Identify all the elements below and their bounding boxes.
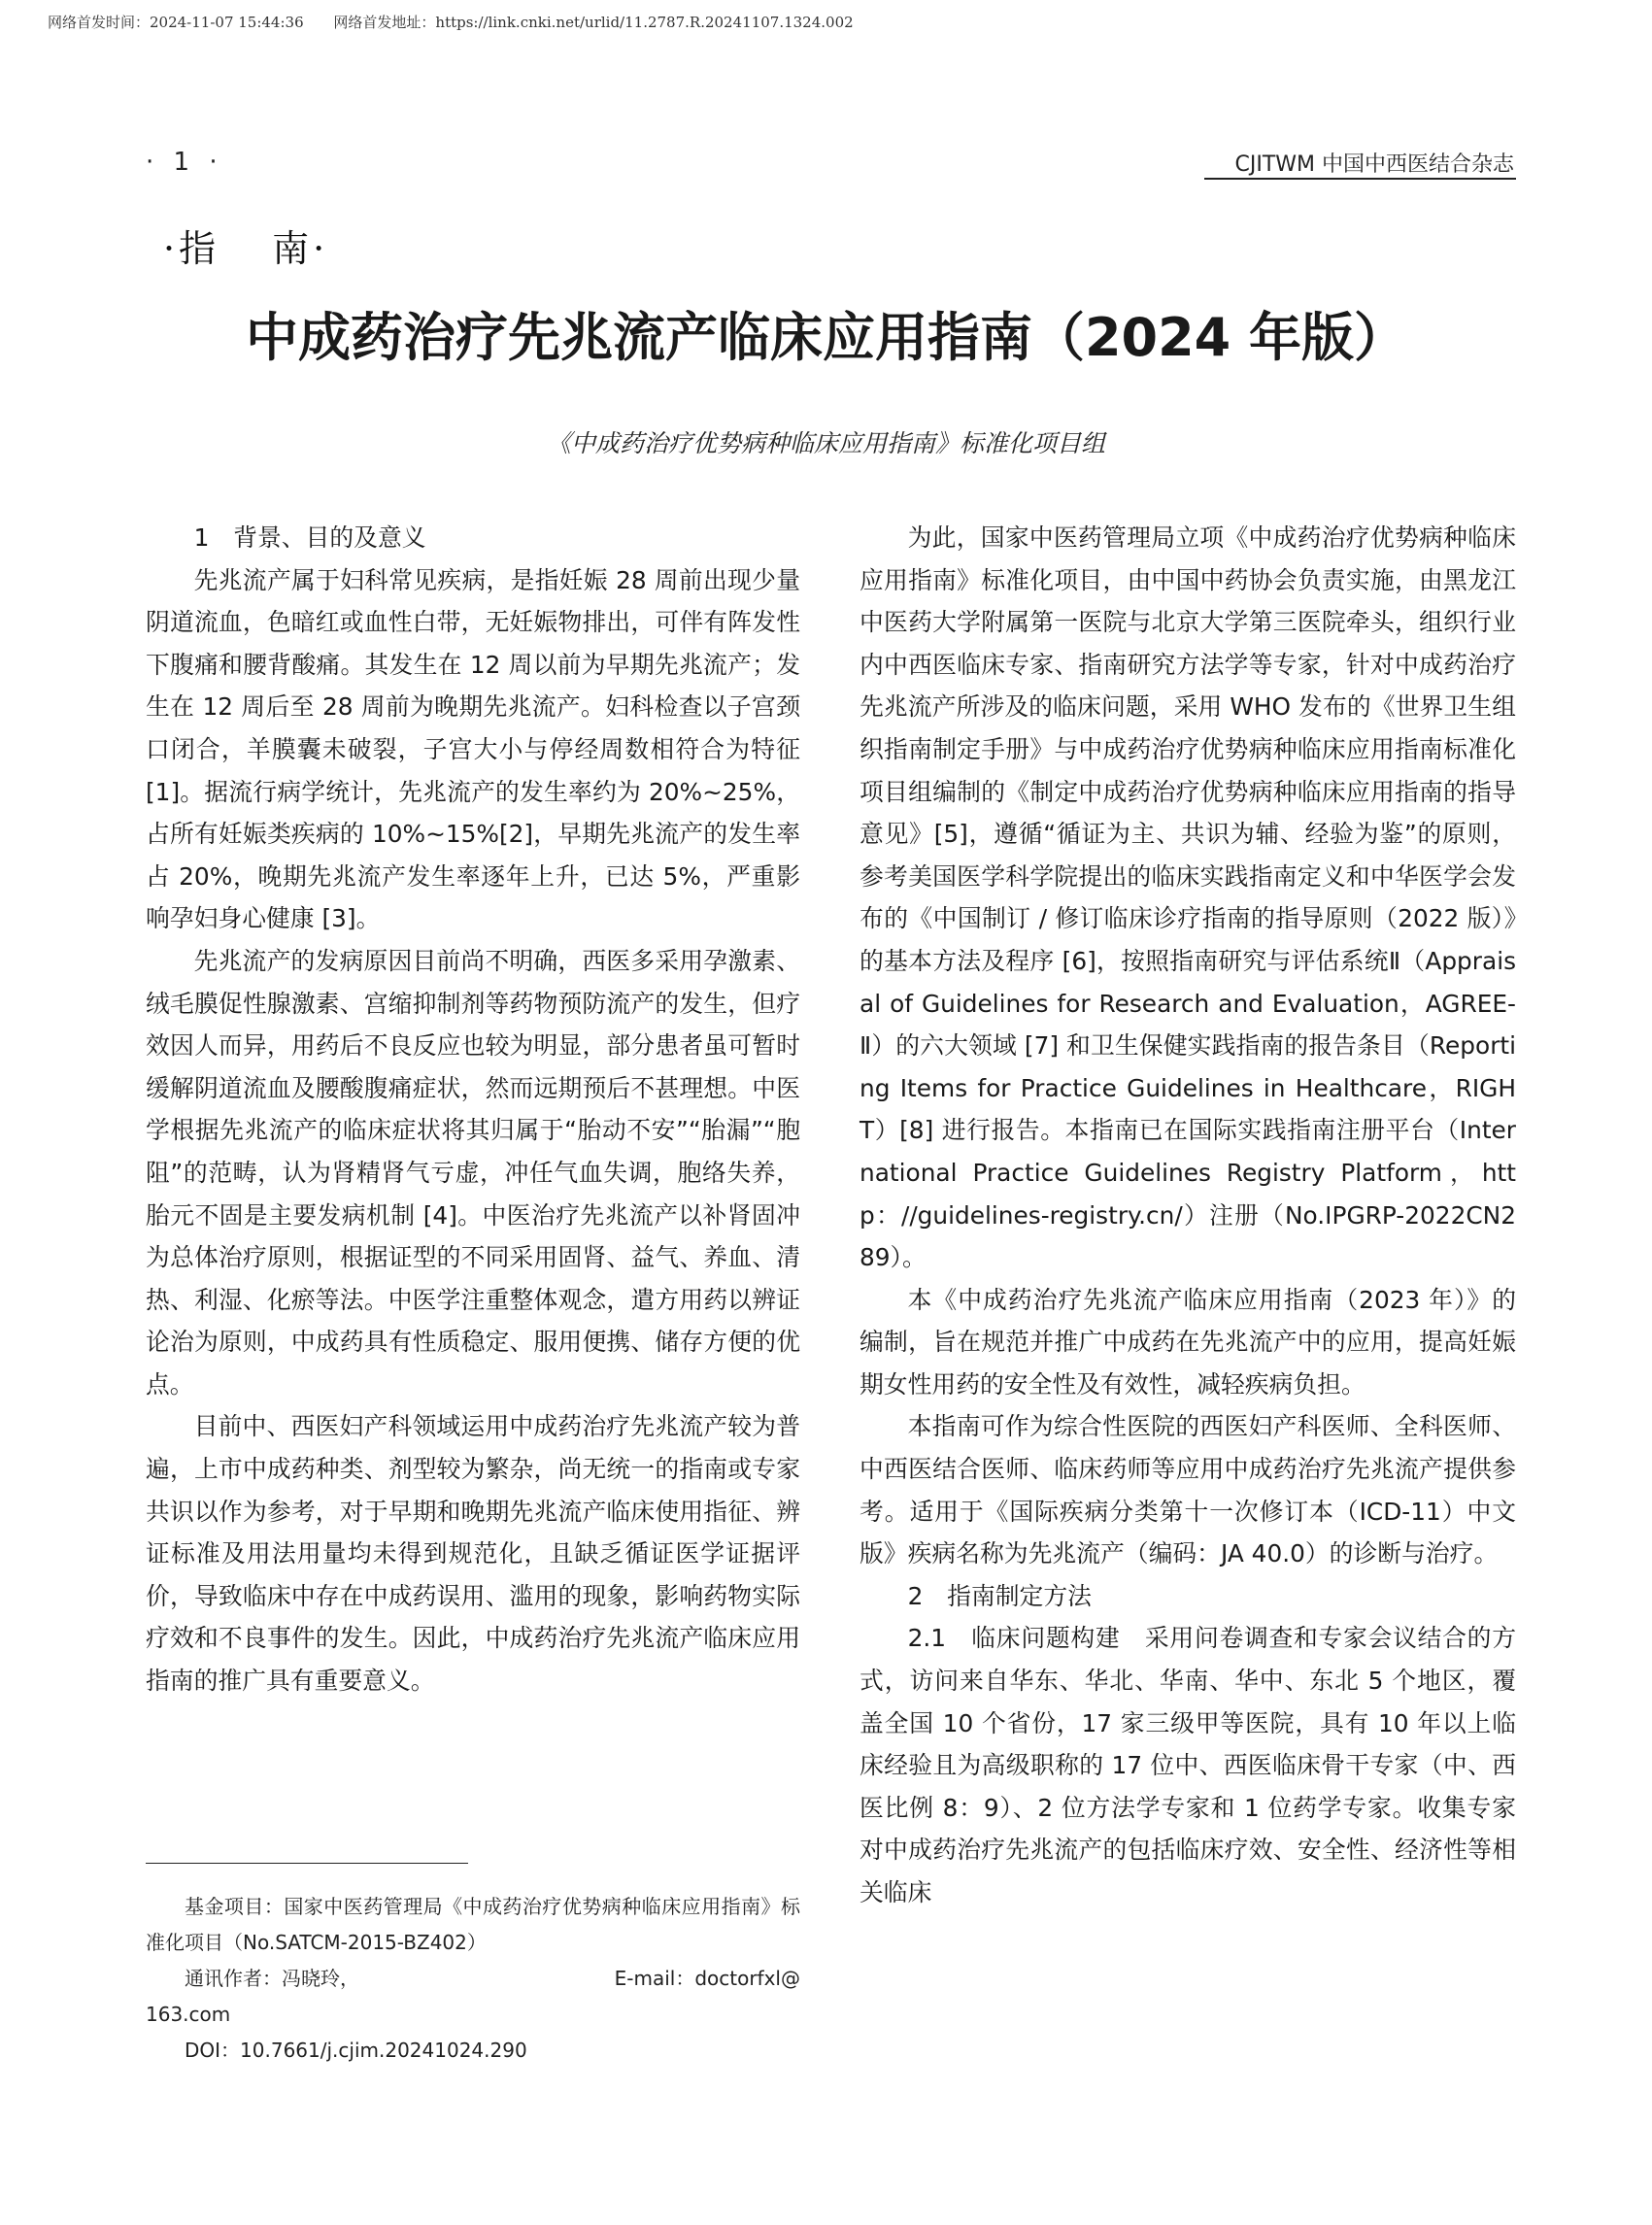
corresponding-author bbox=[146, 1961, 800, 1997]
paragraph: 本《中成药治疗先兆流产临床应用指南（2023 年）》的编制，旨在规范并推广中成药在先兆流产中的应用，提高妊娠期女性用药的安全性及有效性，减轻疾病负担。 bbox=[860, 1285, 1516, 1399]
email-domain: 163.com bbox=[146, 2003, 231, 2026]
section-heading-1: 1 背景、目的及意义 bbox=[193, 523, 426, 552]
funding-note: 基金项目：国家中医药管理局《中成药治疗优势病种临床应用指南》标准化项目（No.SATCM-2015-BZ402） bbox=[146, 1895, 800, 1954]
online-publication-info bbox=[48, 12, 879, 32]
right-column bbox=[860, 517, 1516, 1914]
footnote-rule bbox=[146, 1863, 468, 1864]
left-column bbox=[146, 517, 800, 1702]
paragraph: 为此，国家中医药管理局立项《中成药治疗优势病种临床应用指南》标准化项目，由中国中药协会负责实施，由黑龙江中医药大学附属第一医院与北京大学第三医院牵头，组织行业内中西医临床专家、指南研究方法学等专家，针对中成药治疗先兆流产所涉及的临床问题，采用 WHO 发布的《世界卫生组织指南制定手册》与中成药治疗优势病种临床应用指南标准化项目组编制的《制定中成药治疗优势病种临床应用指南的指导意见》[5]，遵循“循证为主、共识为辅、经验为鉴”的原则，参考美国医学科学院提出的临床实践指南定义和中华医学会发布的《中国制订 / 修订临床诊疗指南的指导原则（2022 版）》的基本方法及程序 [6]，按照指南研究与评估系统Ⅱ（Appraisal of Guidelines for Research and Evaluation，AGREE-Ⅱ）的六大领域 [7] 和卫生保健实践指南的报告条目（Reporting Items for Practice Guidelines in Healthcare，RIGHT）[8] 进行报告。本指南已在国际实践指南注册平台（International Practice Guidelines Registry Platform，http：//guidelines-registry.cn/）注册（No.IPGRP-2022CN289）。 bbox=[860, 523, 1516, 1272]
section-tag bbox=[163, 219, 328, 272]
section-tag-suffix: 南· bbox=[272, 227, 329, 270]
page-number: · 1 · bbox=[146, 148, 223, 177]
corresponding-author-name: 通讯作者：冯晓玲， bbox=[185, 1967, 359, 1990]
paragraph: 目前中、西医妇产科领域运用中成药治疗先兆流产较为普遍，上市中成药种类、剂型较为繁杂，尚无统一的指南或专家共识以作为参考，对于早期和晚期先兆流产临床使用指征、辨证标准及用法用量均未得到规范化，且缺乏循证医学证据评价，导致临床中存在中成药误用、滥用的现象，影响药物实际疗效和不良事件的发生。因此，中成药治疗先兆流产临床应用指南的推广具有重要意义。 bbox=[146, 1412, 800, 1696]
paragraph: 先兆流产属于妇科常见疾病，是指妊娠 28 周前出现少量阴道流血，色暗红或血性白带，无妊娠物排出，可伴有阵发性下腹痛和腰背酸痛。其发生在 12 周以前为早期先兆流产；发生在 12 周后至 28 周前为晚期先兆流产。妇科检查以子宫颈口闭合，羊膜囊未破裂，子宫大小与停经周数相符合为特征 [1]。据流行病学统计，先兆流产的发生率约为 20%~25%，占所有妊娠类疾病的 10%~15%[2]，早期先兆流产的发生率占 20%，晚期先兆流产发生率逐年上升，已达 5%，严重影响孕妇身心健康 [3]。 bbox=[146, 565, 800, 933]
publication-time: 网络首发时间：2024-11-07 15:44:36 bbox=[48, 14, 304, 31]
header-rule bbox=[1204, 178, 1516, 180]
section-heading-2: 2 指南制定方法 bbox=[907, 1581, 1092, 1610]
doi-note: DOI：10.7661/j.cjim.20241024.290 bbox=[185, 2039, 527, 2062]
paragraph: 本指南可作为综合性医院的西医妇产科医师、全科医师、中西医结合医师、临床药师等应用中成药治疗先兆流产提供参考。适用于《国际疾病分类第十一次修订本（ICD-11）中文版》疾病名称为先兆流产（编码：JA 40.0）的诊断与治疗。 bbox=[860, 1412, 1516, 1568]
section-tag-prefix: ·指 bbox=[163, 227, 220, 270]
article-title: 中成药治疗先兆流产临床应用指南（2024 年版） bbox=[245, 307, 1407, 368]
paragraph: 2.1 临床问题构建 采用问卷调查和专家会议结合的方式，访问来自华东、华北、华南、华中、东北 5 个地区，覆盖全国 10 个省份，17 家三级甲等医院，具有 10 年以上临床经验且为高级职称的 17 位中、西医临床骨干专家（中、西医比例 8：9）、2 位方法学专家和 1 位药学专家。收集专家对中成药治疗先兆流产的包括临床疗效、安全性、经济性等相关临床 bbox=[860, 1624, 1516, 1906]
footnotes bbox=[146, 1889, 800, 2069]
article-authors: 《中成药治疗优势病种临床应用指南》标准化项目组 bbox=[546, 429, 1105, 457]
publication-url: 网络首发地址：https://link.cnki.net/urlid/11.2787.R.20241107.1324.002 bbox=[333, 14, 854, 31]
paragraph: 先兆流产的发病原因目前尚不明确，西医多采用孕激素、绒毛膜促性腺激素、宫缩抑制剂等药物预防流产的发生，但疗效因人而异，用药后不良反应也较为明显，部分患者虽可暂时缓解阴道流血及腰酸腹痛症状，然而远期预后不甚理想。中医学根据先兆流产的临床症状将其归属于“胎动不安”“胎漏”“胞阻”的范畴，认为肾精肾气亏虚，冲任气血失调，胞络失养，胎元不固是主要发病机制 [4]。中医治疗先兆流产以补肾固冲为总体治疗原则，根据证型的不同采用固肾、益气、养血、清热、利湿、化瘀等法。中医学注重整体观念，遣方用药以辨证论治为原则，中成药具有性质稳定、服用便携、储存方便的优点。 bbox=[146, 946, 800, 1399]
email-label: E-mail：doctorfxl@ bbox=[614, 1967, 800, 1990]
journal-name: CJITWM 中国中西医结合杂志 bbox=[1234, 152, 1514, 177]
